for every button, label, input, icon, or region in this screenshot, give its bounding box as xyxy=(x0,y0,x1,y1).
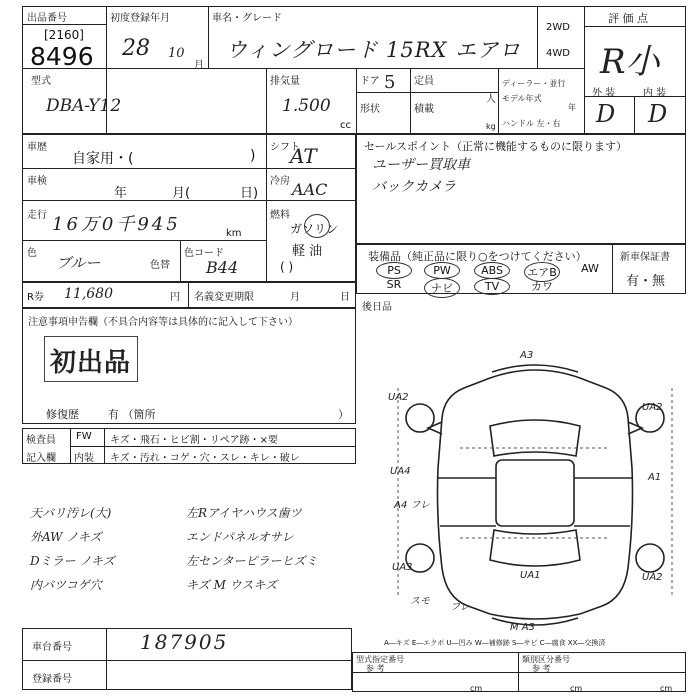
remark-left-2: Dミラー ノキズ xyxy=(30,554,115,568)
notes-label: 注意事項申告欄（不具合内容等は具体的に記入して下さい） xyxy=(28,317,298,328)
mark-front: A3 xyxy=(520,350,534,361)
chassis-value: 187905 xyxy=(140,630,229,654)
drive-4wd: 4WD xyxy=(546,48,570,59)
inspection-month: 月( xyxy=(172,186,191,201)
equipment-item-1-2: ABS xyxy=(474,262,510,279)
model-label: 型式 xyxy=(31,76,51,87)
capacity-unit: 人 xyxy=(486,94,496,105)
mark-rear-left: UA3 xyxy=(392,562,413,573)
sales-line-1: ユーザー買取車 xyxy=(372,157,470,173)
ac-value: AAC xyxy=(292,180,328,199)
title-month: 月 xyxy=(290,292,300,303)
mileage-value: 16万0千945 xyxy=(52,214,181,235)
grade-label: 評 価 点 xyxy=(608,12,648,25)
spec-cm-3: cm xyxy=(660,684,673,693)
class-ref: 参 考 xyxy=(532,664,551,673)
color-code-label: 色コード xyxy=(184,248,224,259)
reg-label: 登録番号 xyxy=(32,674,72,685)
mark-front-right: UA2 xyxy=(642,402,663,413)
sales-line-2: バックカメラ xyxy=(372,179,456,195)
remark-left-3: 内バツコゲ穴 xyxy=(30,578,102,592)
mark-rear-right: UA2 xyxy=(642,572,663,583)
displacement-label: 排気量 xyxy=(270,76,300,87)
first-reg-month-unit: 月 xyxy=(194,60,204,71)
model-value: DBA-Y12 xyxy=(46,96,122,116)
equipment-item-1-1: PW xyxy=(424,262,460,279)
remark-left-1: 外AW ノキズ xyxy=(30,530,102,544)
repair-label: 修復歴 xyxy=(46,408,79,421)
lot-number: 8496 xyxy=(30,42,94,71)
remark-right-2: 左センターピラーヒズミ xyxy=(186,554,318,568)
class-label: 類別区分番号 xyxy=(522,655,570,664)
first-reg-year: 28 xyxy=(122,36,150,61)
fuel-gas: ガソリン xyxy=(290,222,339,236)
mileage-unit: km xyxy=(226,228,242,239)
title-change-label: 名義変更期限 xyxy=(194,292,254,303)
dealer-label: ディーラー・並行 xyxy=(502,79,566,88)
mark-left-pillar: A4 フレ xyxy=(394,500,430,511)
load-label: 積載 xyxy=(414,104,434,115)
recycle-unit: 円 xyxy=(170,292,180,303)
int-label: 内 装 xyxy=(643,88,667,99)
remark-left-0: 天バリ汚レ(大) xyxy=(30,506,112,520)
mark-right-door: A1 xyxy=(648,472,662,483)
ac-label: 冷房 xyxy=(270,176,290,187)
color-label: 色 xyxy=(27,248,37,259)
equipment-item-1-0: PS xyxy=(376,262,412,279)
handle-label: ハンドル 左・右 xyxy=(502,119,561,128)
mark-rear-center: UA1 xyxy=(520,570,541,581)
equipment-label: 装備品（純正品に限り○をつけてください） xyxy=(368,250,587,263)
inspection-day: 日) xyxy=(240,186,259,201)
drive-2wd: 2WD xyxy=(546,22,570,33)
model-year-label: モデル年式 xyxy=(502,94,542,103)
grade-value: R小 xyxy=(600,42,660,82)
notes-value: 初出品 xyxy=(50,348,132,378)
color-code-value: B44 xyxy=(206,258,239,277)
inspector-row1: キズ・飛石・ヒビ割・リペア跡・×要 xyxy=(110,435,278,446)
lot-sub: [2160] xyxy=(44,28,84,42)
color-value: ブルー xyxy=(56,254,101,272)
equipment-item-2-0: SR xyxy=(386,278,402,291)
inspector-row2: キズ・汚れ・コゲ・穴・スレ・キレ・破レ xyxy=(110,453,300,464)
history-label: 車歴 xyxy=(27,142,47,153)
name-value: ウィングロード 15RX エアロ xyxy=(226,38,522,62)
door-label: ドア xyxy=(360,76,380,87)
ext-value: D xyxy=(596,100,616,128)
mark-rear-bumper-left: フレ xyxy=(450,602,470,613)
equipment-item-2-3: カワ xyxy=(531,280,553,293)
fuel-diesel: 軽 油 xyxy=(292,244,323,259)
equipment-item-2-2: TV xyxy=(474,278,510,295)
equipment-item-2-1: ナビ xyxy=(424,278,460,298)
remark-right-1: エンドパネルオサレ xyxy=(186,530,294,544)
diagram-legend: A―キズ E―エクボ U―凹み W―補修跡 S―サビ C―腐食 XX―交換済 xyxy=(384,639,606,647)
spec-cm-1: cm xyxy=(470,684,483,693)
displacement-unit: cc xyxy=(340,120,351,131)
warranty-value: 有・無 xyxy=(626,274,666,289)
shape-label: 形状 xyxy=(360,104,380,115)
mark-front-left: UA2 xyxy=(388,392,409,403)
door-value: 5 xyxy=(384,72,396,93)
history-value: 自家用・( xyxy=(72,151,134,167)
inspector-row1-head: FW xyxy=(76,431,92,442)
post-delivery-label: 後日品 xyxy=(362,302,392,313)
load-unit: kg xyxy=(486,122,496,131)
fuel-paren: ( ) xyxy=(280,260,294,274)
repair-close: ） xyxy=(338,408,349,421)
first-reg-month: 10 xyxy=(168,46,185,61)
name-label: 車名・グレード xyxy=(212,13,282,24)
ext-label: 外 装 xyxy=(592,88,616,99)
chassis-label: 車台番号 xyxy=(32,642,72,653)
recycle-label: R券 xyxy=(27,292,44,303)
lot-label: 出品番号 xyxy=(27,13,67,24)
inspection-label: 車検 xyxy=(27,176,47,187)
mark-rear-left-low: スモ xyxy=(410,596,430,607)
color-swap-label: 色替 xyxy=(150,260,170,271)
inspection-year: 年 xyxy=(114,186,128,201)
mark-rear: M A3 xyxy=(510,622,536,633)
equipment-item-1-3: エアB xyxy=(524,262,560,282)
mark-left-door: UA4 xyxy=(390,466,411,477)
remark-right-0: 左Rアイヤハウス歯ツ xyxy=(186,506,302,520)
warranty-label: 新車保証書 xyxy=(620,252,670,263)
spec-label: 型式指定番号 xyxy=(356,655,404,664)
mileage-label: 走行 xyxy=(27,210,47,221)
fuel-label: 燃料 xyxy=(270,210,290,221)
shift-label: シフト xyxy=(270,142,300,153)
remark-right-3: キズ M ウスキズ xyxy=(186,578,278,592)
spec-ref: 参 考 xyxy=(366,664,385,673)
displacement-value: 1.500 xyxy=(282,96,331,116)
damage-diagram xyxy=(380,348,690,638)
model-year-unit: 年 xyxy=(568,103,576,112)
int-value: D xyxy=(648,100,668,128)
fuel-gas-circle xyxy=(304,214,330,238)
history-close: ) xyxy=(250,148,256,164)
first-reg-label: 初度登録年月 xyxy=(110,13,170,24)
shift-value: AT xyxy=(290,144,317,168)
inspector-label-2: 記入欄 xyxy=(26,453,56,464)
capacity-label: 定員 xyxy=(414,76,434,87)
spec-cm-2: cm xyxy=(570,684,583,693)
repair-value: 有 （箇所 xyxy=(108,408,156,421)
inspector-row2-head: 内装 xyxy=(74,453,94,464)
recycle-value: 11,680 xyxy=(64,286,113,302)
inspector-label-1: 検査員 xyxy=(26,435,56,446)
sales-label: セールスポイント（正常に機能するものに限ります） xyxy=(364,140,628,153)
notes-value-box xyxy=(44,336,138,382)
equipment-item-1-4: AW xyxy=(581,262,599,275)
title-day: 日 xyxy=(340,292,350,303)
